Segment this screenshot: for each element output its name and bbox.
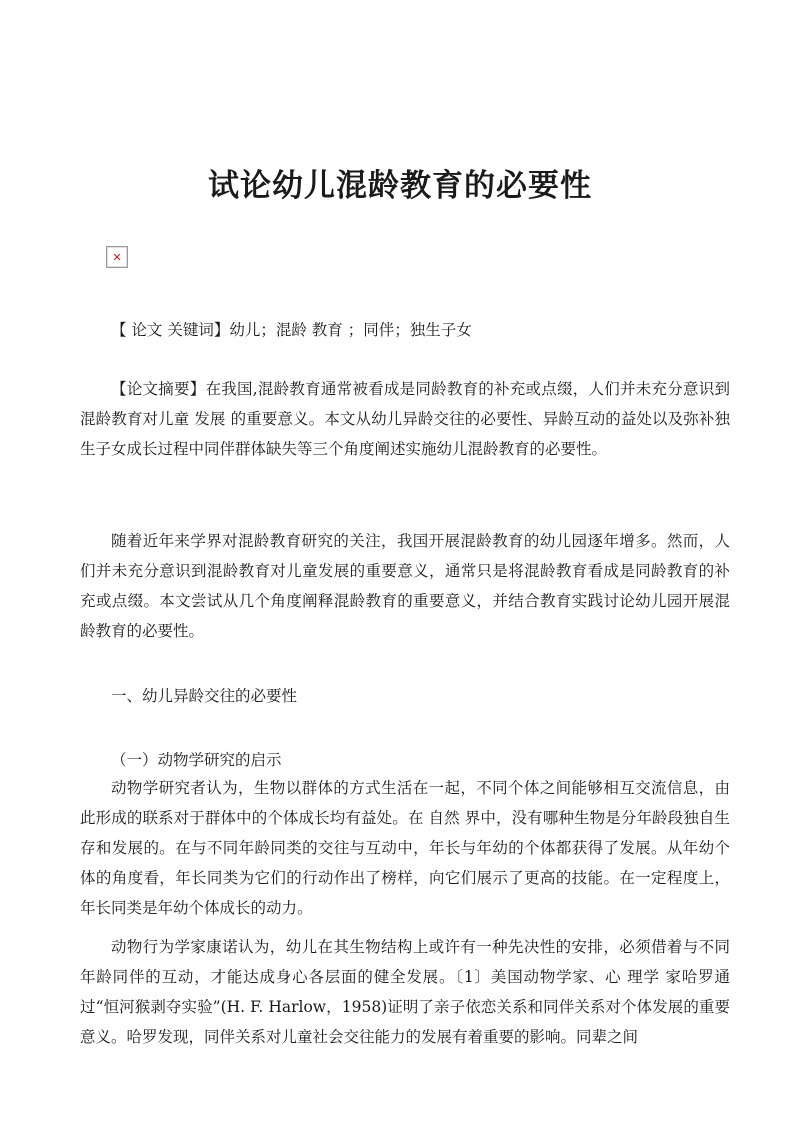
broken-image-x-mark: ✕ xyxy=(112,250,122,264)
broken-image-icon xyxy=(106,246,128,268)
keywords-text: 【 论文 关键词】幼儿；混龄 教育 ；同伴；独生子女 xyxy=(111,321,472,339)
paragraph-2-text: 动物行为学家康诺认为，幼儿在其生物结构上或许有一种先决性的安排，必须借着与不同年龄同伴的互动，才能达成身心各层面的健全发展。〔1〕美国动物学家、心 理学 家哈罗通过“恒河猴剥夺实验”(H. F. Harlow，1958)证明了亲子依恋关系和同伴关系对个体发展的重要意义。哈罗发现，同伴关系对儿童社会交往能力的发展有着重要的影响。同辈之间 xyxy=(80,938,730,1046)
subsection-1-heading: （一）动物学研究的启示 xyxy=(111,751,282,769)
abstract-block xyxy=(80,374,730,464)
document-title: 试论幼儿混龄教育的必要性 xyxy=(208,168,592,204)
section-heading xyxy=(80,681,730,711)
body-paragraph-1 xyxy=(80,773,730,923)
section-1-heading: 一、幼儿异龄交往的必要性 xyxy=(111,687,298,705)
keywords-line xyxy=(80,315,730,345)
intro-paragraph xyxy=(80,526,730,646)
intro-text: 随着近年来学界对混龄教育研究的关注，我国开展混龄教育的幼儿园逐年增多。然而，人们并未充分意识到混龄教育对儿童发展的重要意义，通常只是将混龄教育看成是同龄教育的补充或点缀。本文尝试从几个角度阐释混龄教育的重要意义，并结合教育实践讨论幼儿园开展混龄教育的必要性。 xyxy=(80,532,730,640)
paragraph-1-text: 动物学研究者认为，生物以群体的方式生活在一起，不同个体之间能够相互交流信息，由此形成的联系对于群体中的个体成长均有益处。在 自然 界中，没有哪种生物是分年龄段独自生存和发展的。在与不同年龄同类的交往与互动中，年长与年幼的个体都获得了发展。从年幼个体的角度看，年长同类为它们的行动作出了榜样，向它们展示了更高的技能。在一定程度上，年长同类是年幼个体成长的动力。 xyxy=(80,779,730,917)
abstract-text: 【论文摘要】在我国,混龄教育通常被看成是同龄教育的补充或点缀，人们并未充分意识到混龄教育对儿童 发展 的重要意义。本文从幼儿异龄交往的必要性、异龄互动的益处以及弥补独生子女成长过程中同伴群体缺失等三个角度阐述实施幼儿混龄教育的必要性。 xyxy=(80,380,730,458)
body-paragraph-2 xyxy=(80,932,730,1052)
subsection-heading xyxy=(80,745,730,775)
